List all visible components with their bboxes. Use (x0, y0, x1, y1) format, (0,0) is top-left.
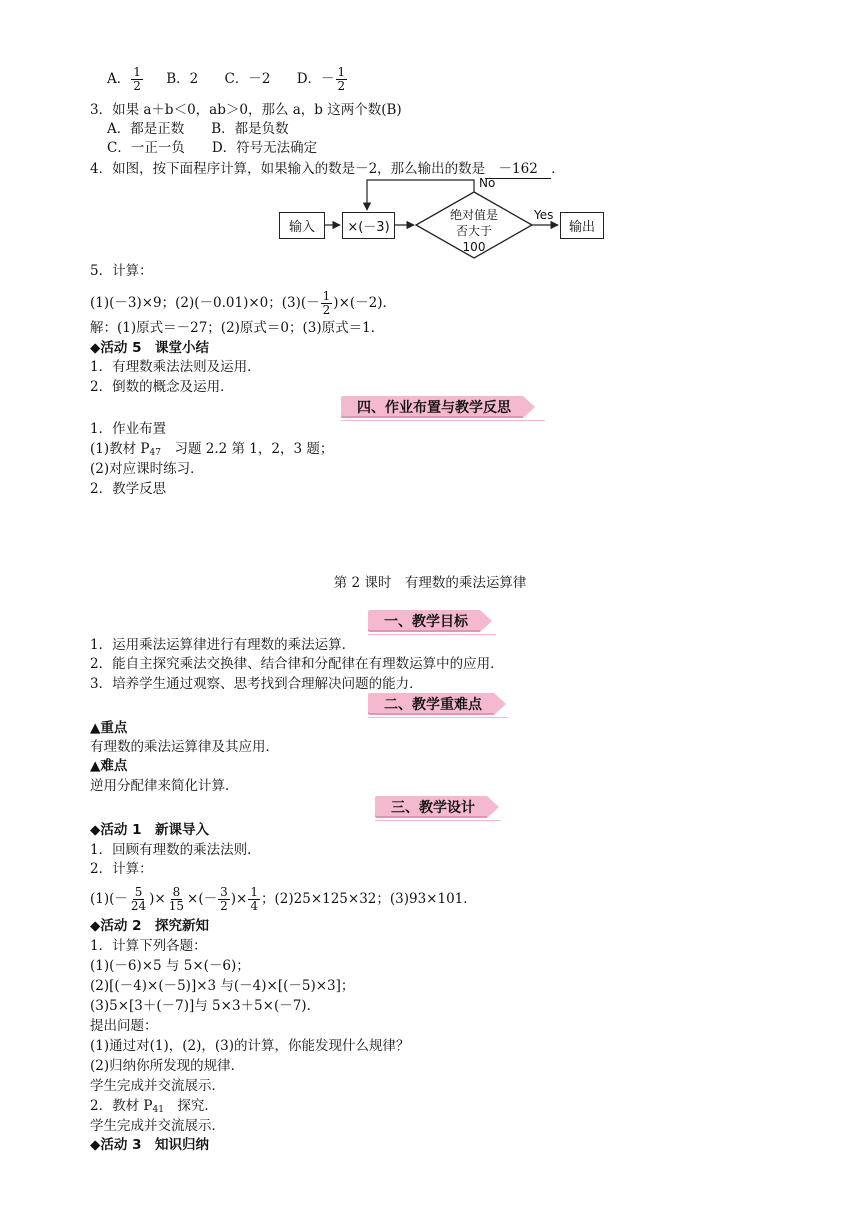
activity2-line-5: 提出问题： (90, 1018, 158, 1034)
activity2-line-7: (2)归纳你所发现的规律． (90, 1058, 245, 1074)
q5-stem: 5．计算： (90, 263, 153, 279)
flowchart-decision (445, 207, 503, 255)
activity5-title: ◆活动 5 课堂小结 (90, 340, 209, 356)
option-a-fraction: $\frac{1}{2}$ (133, 65, 141, 93)
activity1-line-1: 1．回顾有理数的乘法法则． (90, 842, 261, 858)
option-d-fraction: $\frac{1}{2}$ (337, 65, 346, 93)
q5-expression (90, 290, 396, 317)
q5-fraction: $\frac{1}{2}$ (322, 289, 331, 317)
option-d-label: D．－ (296, 71, 335, 87)
decision-line-2: 否大于100 (455, 224, 492, 254)
activity2-line-6: (1)通过对(1)，(2)，(3)的计算，你能发现什么规律？ (90, 1038, 410, 1054)
activity3-title: ◆活动 3 知识归纳 (90, 1137, 209, 1153)
goal-1: 1．运用乘法运算律进行有理数的乘法运算． (90, 637, 356, 653)
homework-item-2: (2)对应课时练习． (90, 461, 204, 477)
banner-key-text: 二、教学重难点 (368, 693, 494, 715)
activity2-title: ◆活动 2 探究新知 (90, 918, 209, 934)
q5-solution: 解：(1)原式＝－27；(2)原式＝0；(3)原式＝1． (90, 320, 385, 336)
banner-design-text: 三、教学设计 (375, 796, 487, 818)
activity2-line-8: 学生完成并交流展示． (90, 1078, 225, 1094)
homework-heading: 1．作业布置 (90, 421, 167, 437)
q5-expr-b: )×(－2)． (333, 295, 396, 311)
activity2-textbook-ref: 2．教材 $P_{41}$ 探究． (90, 1098, 218, 1115)
q3-options-cd: C．一正一负 D．符号无法确定 (107, 140, 318, 156)
q3-stem: 3．如果 a＋b＜0，ab＞0，那么 a，b 这两个数(B) (90, 102, 402, 118)
banner-homework-text: 四、作业布置与教学反思 (341, 396, 523, 418)
fraction-8-15: $\frac{8}{15}$ (168, 885, 185, 913)
q4-answer: －162 (485, 160, 551, 179)
activity2-line-4: (3)5×[3＋(－7)]与 5×3＋5×(－7)． (90, 998, 321, 1014)
fraction-1-4: $\frac{1}{4}$ (250, 885, 259, 913)
flowchart-multiply-box: ×(－3) (342, 212, 395, 239)
activity5-item-2: 2．倒数的概念及运用． (90, 379, 234, 395)
key-point-title: ▲重点 (90, 720, 128, 736)
banner-teaching-design (375, 796, 501, 818)
reflection-heading: 2．教学反思 (90, 481, 167, 497)
goal-2: 2．能自主探究乘法交换律、结合律和分配律在有理数运算中的应用． (90, 656, 504, 672)
q5-expr-a: (1)(－3)×9；(2)(－0.01)×0；(3)(－ (90, 295, 320, 311)
goal-3: 3．培养学生通过观察、思考找到合理解决问题的能力． (90, 676, 423, 692)
difficult-point-title: ▲难点 (90, 758, 128, 774)
fraction-5-24: $\frac{5}{24}$ (130, 885, 147, 913)
flowchart-no-label: No (479, 176, 496, 190)
fraction-3-2: $\frac{3}{2}$ (220, 885, 228, 913)
difficult-point-text: 逆用分配律来简化计算． (90, 778, 239, 794)
activity2-line-3: (2)[(－4)×(－5)]×3 与(－4)×[(－5)×3]； (90, 978, 355, 994)
homework-item-1: (1)教材 $P_{47}$ 习题 2.2 第 1，2，3 题； (90, 441, 334, 458)
q4-end: ． (551, 161, 565, 177)
q4-text: 4．如图，按下面程序计算，如果输入的数是－2，那么输出的数是 (90, 161, 486, 177)
activity1-line-2: 2．计算： (90, 861, 153, 877)
activity2-line-1: 1．计算下列各题： (90, 938, 207, 954)
activity5-item-1: 1．有理数乘法法则及运用． (90, 359, 261, 375)
lesson2-title: 第 2 课时 有理数的乘法运算律 (333, 575, 527, 591)
banner-homework-reflection (341, 396, 545, 418)
q3-options-ab: A．都是正数 B．都是负数 (107, 121, 289, 137)
flowchart-yes-label: Yes (534, 208, 554, 222)
option-b: B．2 (166, 71, 199, 87)
flowchart-input-box: 输入 (279, 212, 325, 239)
option-a-label: A． (107, 71, 131, 87)
banner-key-difficult (368, 693, 508, 715)
banner-goals-text: 一、教学目标 (368, 610, 480, 632)
flowchart-lines (0, 0, 860, 270)
option-c: C．－2 (224, 71, 271, 87)
banner-teaching-goals (368, 610, 496, 632)
activity1-expression: (1)(－ $\frac{5}{24}$ )× $\frac{8}{15}$ ×(－ $\frac{3}{2}$ )× $\frac{1}{4}$ ；(2)25×125×32；(3)93×101． (90, 885, 477, 913)
activity1-title: ◆活动 1 新课导入 (90, 822, 209, 838)
activity2-line-2: (1)(－6)×5 与 5×(－6)； (90, 958, 250, 974)
flowchart-output-box: 输出 (560, 212, 604, 239)
decision-line-1: 绝对值是 (449, 208, 498, 222)
activity2-line-10: 学生完成并交流展示． (90, 1118, 225, 1134)
key-point-text: 有理数的乘法运算律及其应用． (90, 739, 279, 755)
